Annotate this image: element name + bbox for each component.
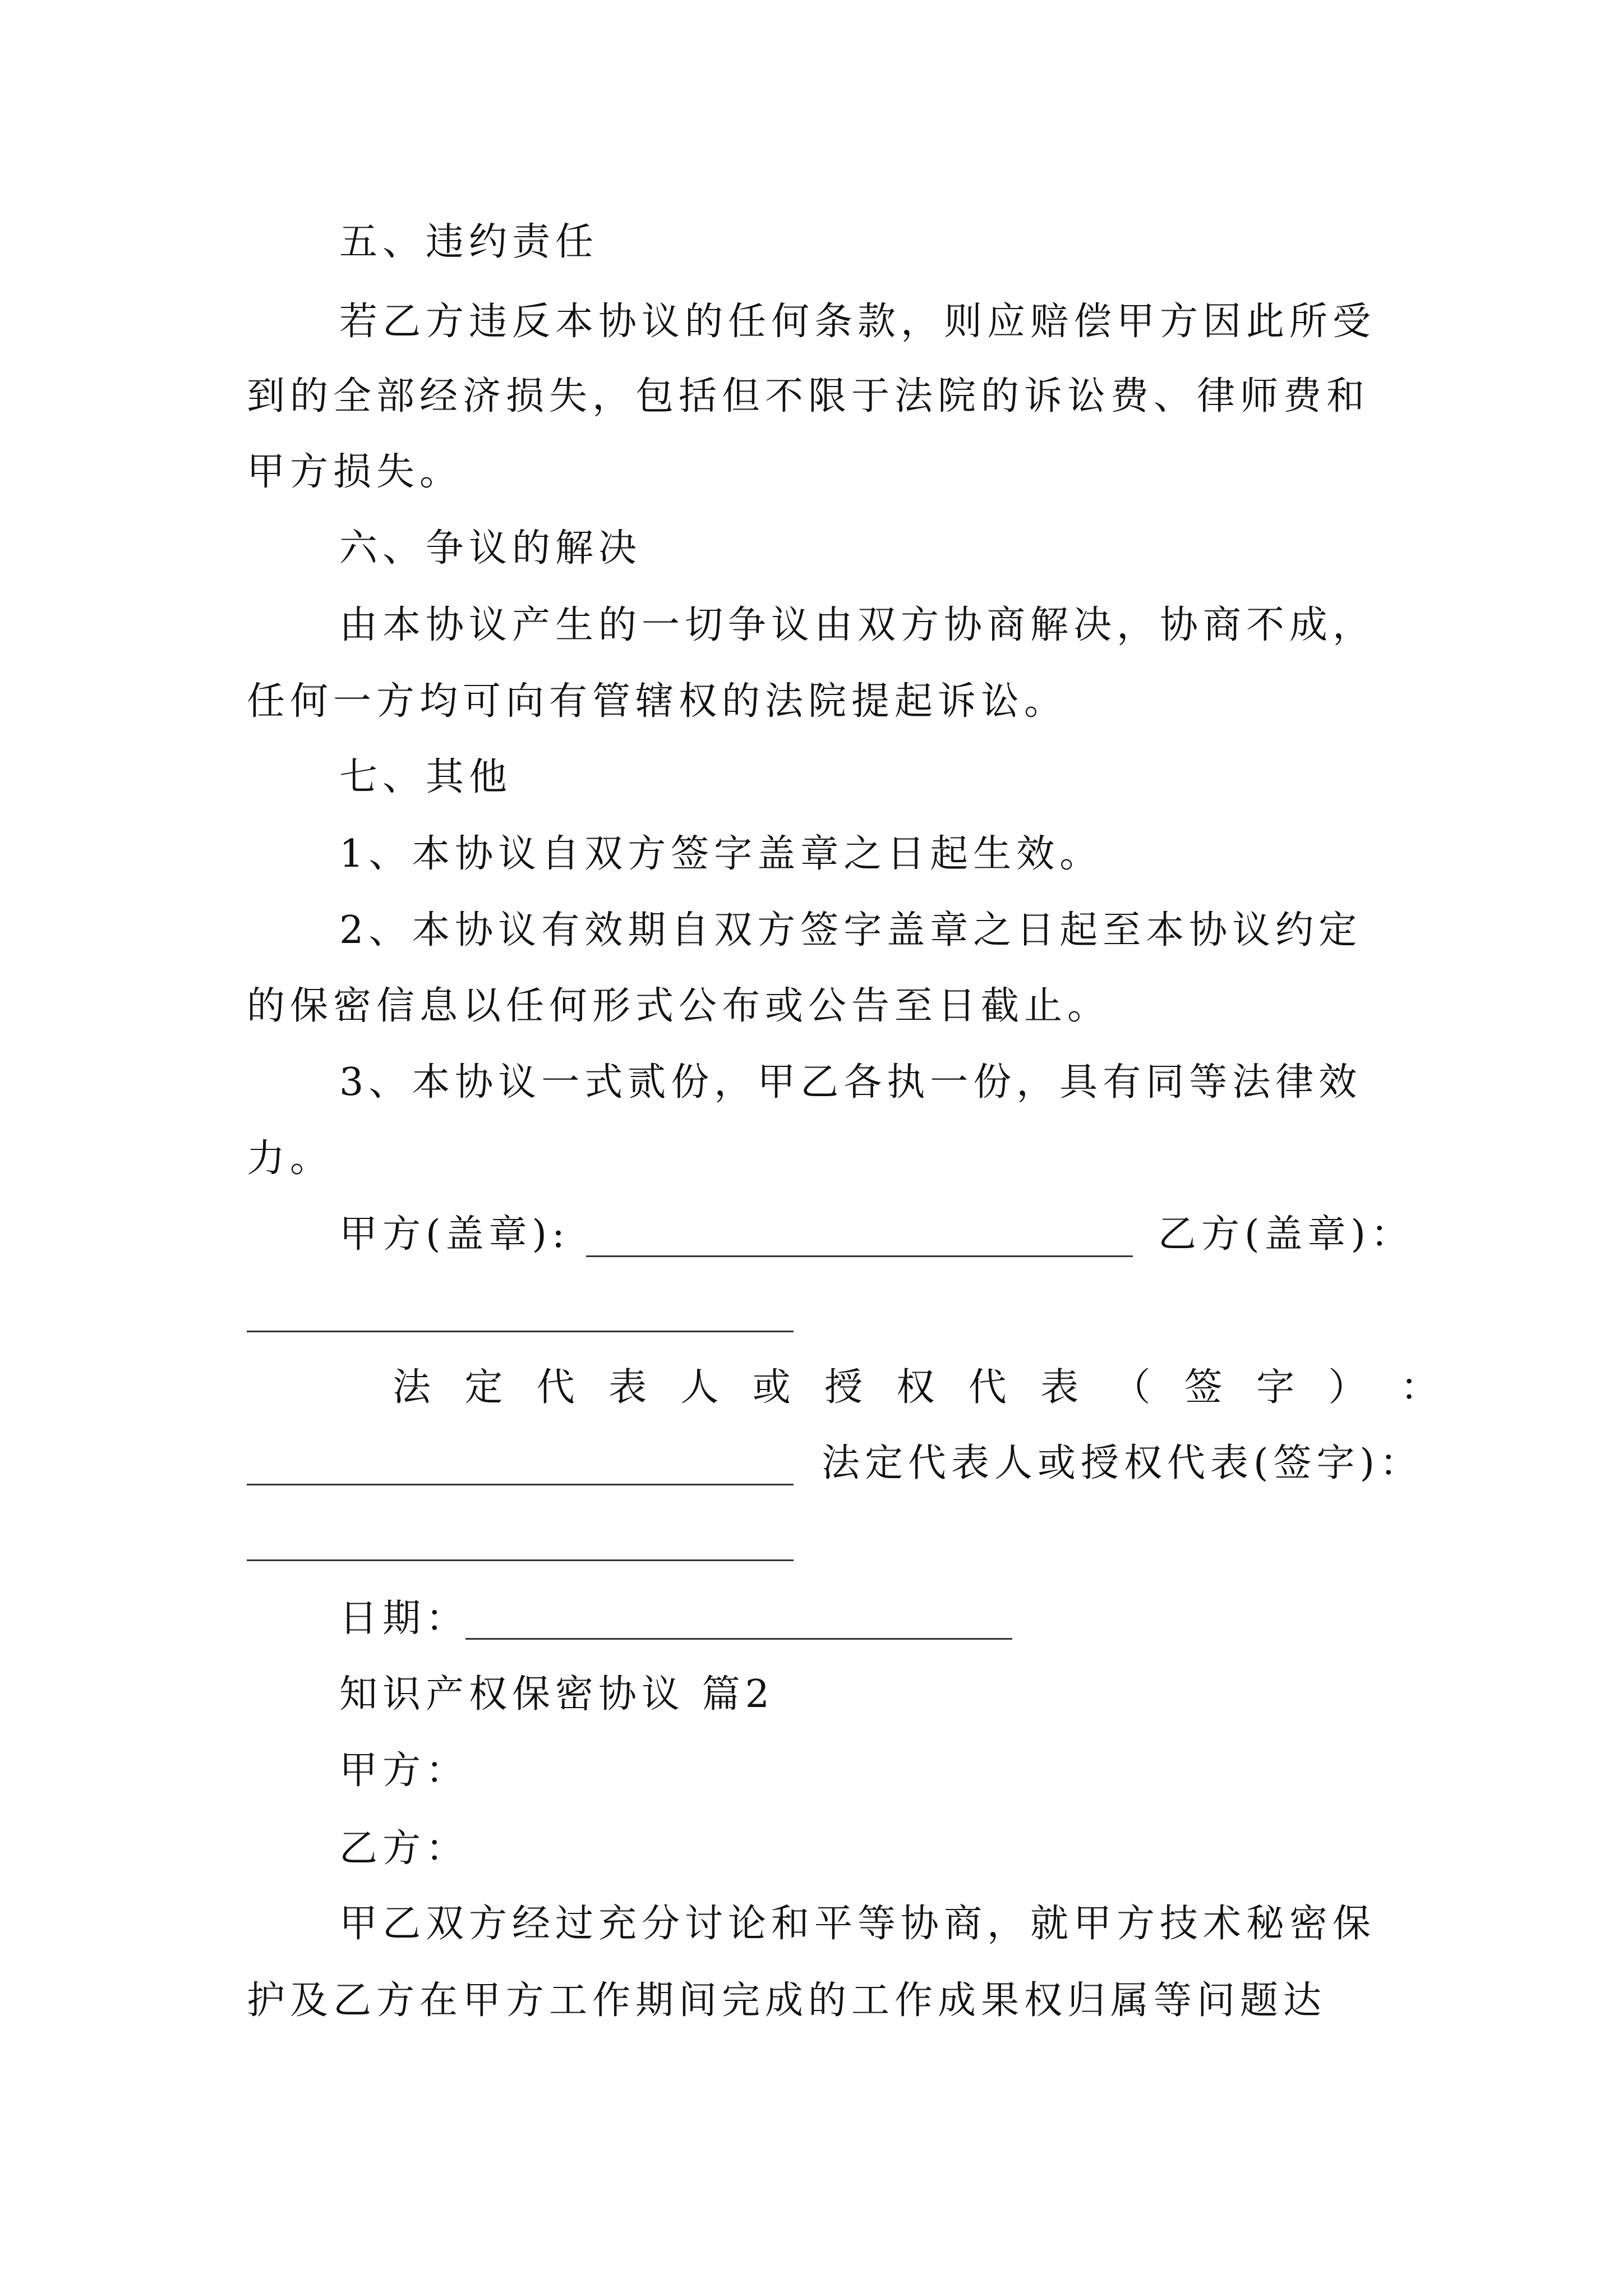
section-6-heading: 六、争议的解决 <box>339 526 642 570</box>
legal-rep-glyph: 权 <box>896 1365 935 1410</box>
legal-rep-glyph: 授 <box>824 1365 863 1410</box>
section-5-paragraph-line-2: 到的全部经济损失，包括但不限于法院的诉讼费、律师费和 <box>247 374 1370 418</box>
section-6-paragraph-line-2: 任何一方均可向有管辖权的法院提起诉讼。 <box>247 679 1068 724</box>
party-b-seal-blank <box>247 1331 794 1332</box>
legal-rep-glyph: 代 <box>536 1365 575 1410</box>
section-5-heading: 五、违约责任 <box>339 220 599 264</box>
legal-rep-glyph: ： <box>1400 1365 1438 1410</box>
legal-rep-glyph: ） <box>1328 1365 1367 1410</box>
legal-rep-glyph: 签 <box>1184 1365 1223 1410</box>
legal-rep-glyph: 法 <box>393 1365 431 1410</box>
party-a-seal-blank <box>586 1255 1133 1257</box>
party-b-legal-rep-blank <box>247 1559 794 1561</box>
legal-rep-glyph: （ <box>1112 1365 1151 1410</box>
legal-rep-glyph: 或 <box>752 1365 791 1410</box>
part-2-intro-line-1: 甲乙双方经过充分讨论和平等协商，就甲方技术秘密保 <box>339 1902 1376 1946</box>
party-a-legal-rep-label <box>393 1365 1438 1410</box>
legal-rep-glyph: 代 <box>968 1365 1007 1410</box>
party-b-legal-rep-label: 法定代表人或授权代表(签字)： <box>822 1441 1423 1485</box>
party-a-legal-rep-blank <box>247 1484 794 1485</box>
legal-rep-glyph: 人 <box>680 1365 719 1410</box>
part-2-party-a: 甲方： <box>339 1749 469 1793</box>
legal-rep-glyph: 字 <box>1256 1365 1295 1410</box>
section-7-item-1: 1、本协议自双方签字盖章之日起生效。 <box>339 832 1103 876</box>
section-6-paragraph-line-1: 由本协议产生的一切争议由双方协商解决，协商不成， <box>339 603 1376 647</box>
section-5-paragraph-line-1: 若乙方违反本协议的任何条款，则应赔偿甲方因此所受 <box>339 300 1376 344</box>
part-2-title: 知识产权保密协议 篇2 <box>339 1672 774 1717</box>
section-5-paragraph-line-3: 甲方损失。 <box>247 450 463 494</box>
section-7-item-2-line-2: 的保密信息以任何形式公布或公告至日截止。 <box>247 984 1111 1028</box>
section-7-heading: 七、其他 <box>339 755 513 799</box>
section-7-item-3-line-2: 力。 <box>247 1137 334 1181</box>
part-2-intro-line-2: 护及乙方在甲方工作期间完成的工作成果权归属等问题达 <box>247 1978 1327 2023</box>
date-label: 日期： <box>339 1596 469 1641</box>
legal-rep-glyph: 表 <box>1040 1365 1079 1410</box>
section-7-item-2-line-1: 2、本协议有效期自双方签字盖章之日起至本协议约定 <box>339 908 1362 953</box>
party-a-seal-label: 甲方(盖章): <box>339 1212 570 1257</box>
party-b-seal-label: 乙方(盖章)： <box>1158 1212 1414 1257</box>
section-7-item-3-line-1: 3、本协议一式贰份，甲乙各执一份，具有同等法律效 <box>339 1060 1362 1105</box>
legal-rep-glyph: 定 <box>464 1365 503 1410</box>
part-2-party-b: 乙方： <box>339 1826 469 1871</box>
legal-rep-glyph: 表 <box>608 1365 647 1410</box>
date-blank <box>465 1638 1012 1640</box>
